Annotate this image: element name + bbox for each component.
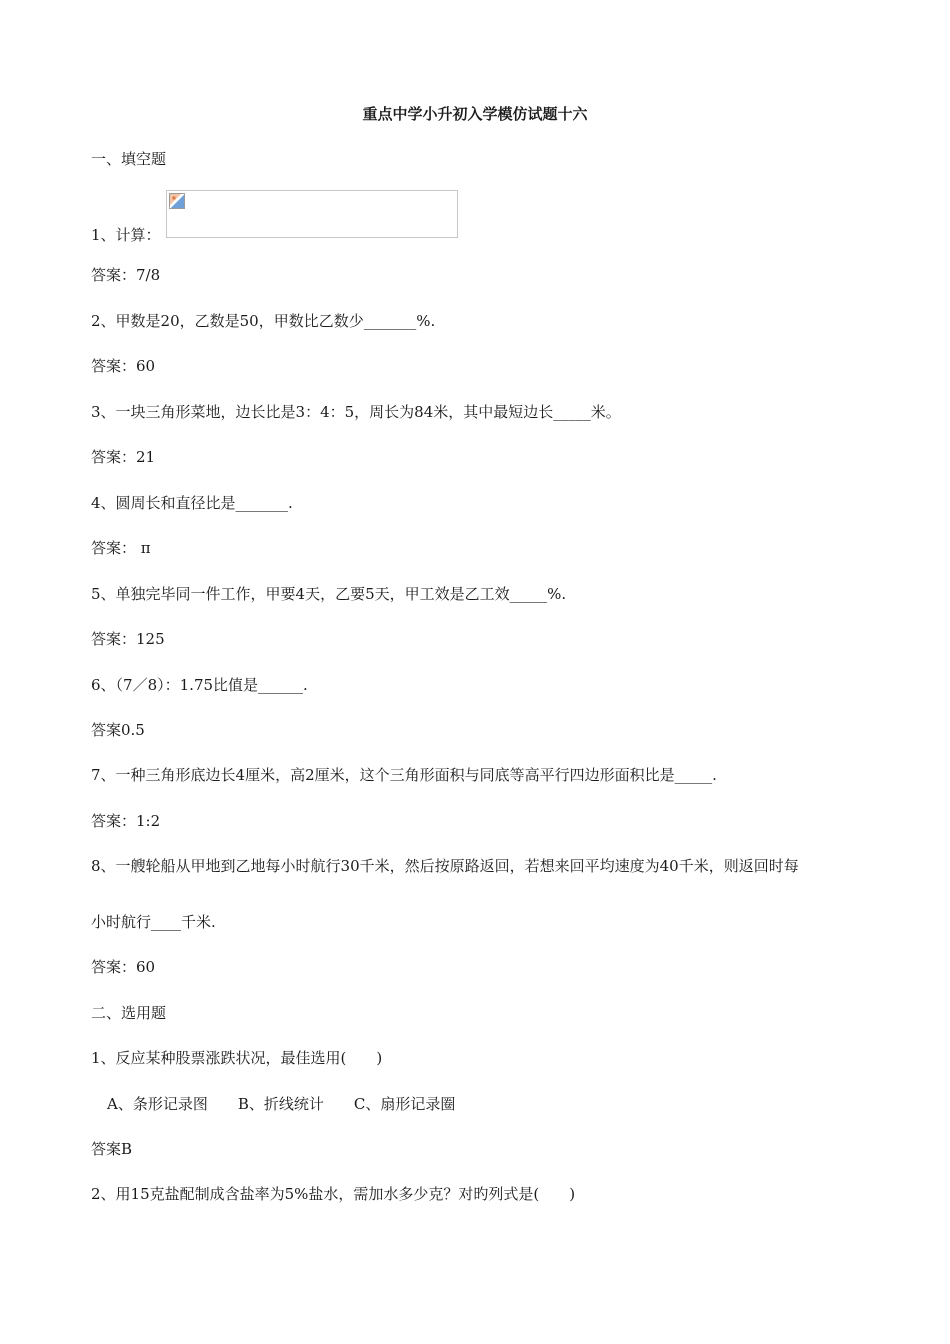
fill-question-7: 7、一种三角形底边长4厘米，高2厘米，这个三角形面积与同底等高平行四边形面积比是_____. (91, 766, 717, 784)
fill-answer-4: 答案： π (91, 539, 151, 557)
choice-question-2: 2、用15克盐配制成含盐率为5%盐水，需加水多少克？对旳列式是( ) (91, 1185, 576, 1203)
fill-question-1: 1、计算： (91, 226, 161, 244)
fill-question-6: 6、（7／8）：1.75比值是______. (91, 676, 308, 694)
fill-question-3: 3、一块三角形菜地，边长比是3：4：5，周长为84米，其中最短边长_____米。 (91, 403, 621, 421)
choice-question-1: 1、反应某种股票涨跌状况，最佳选用( ) (91, 1049, 383, 1067)
choice-options-1: A、条形记录图 B、折线统计 C、扇形记录圈 (107, 1095, 456, 1113)
fill-question-4: 4、圆周长和直径比是_______. (91, 494, 293, 512)
fill-question-2: 2、甲数是20，乙数是50，甲数比乙数少_______%. (91, 312, 436, 330)
fill-question-5: 5、单独完毕同一件工作，甲要4天，乙要5天，甲工效是乙工效_____%. (91, 585, 567, 603)
section-heading-fill: 一、填空题 (91, 150, 167, 168)
section-heading-choice: 二、选用题 (91, 1004, 167, 1022)
fill-question-8: 8、一艘轮船从甲地到乙地每小时航行30千米，然后按原路返回，若想来回平均速度为40千米，则返回时每 (91, 857, 799, 875)
broken-image-icon (169, 193, 185, 209)
fill-answer-3: 答案：21 (91, 448, 156, 466)
fill-answer-5: 答案：125 (91, 630, 165, 648)
page-title: 重点中学小升初入学模仿试题十六 (362, 105, 588, 123)
fill-answer-2: 答案：60 (91, 357, 156, 375)
fill-answer-1: 答案：7/8 (91, 266, 161, 284)
fill-answer-8: 答案：60 (91, 958, 156, 976)
formula-image (166, 190, 458, 238)
fill-answer-7: 答案：1:2 (91, 812, 161, 830)
choice-answer-1: 答案B (91, 1140, 133, 1158)
fill-question-8-cont: 小时航行____千米. (91, 913, 216, 931)
fill-answer-6: 答案0.5 (91, 721, 145, 739)
